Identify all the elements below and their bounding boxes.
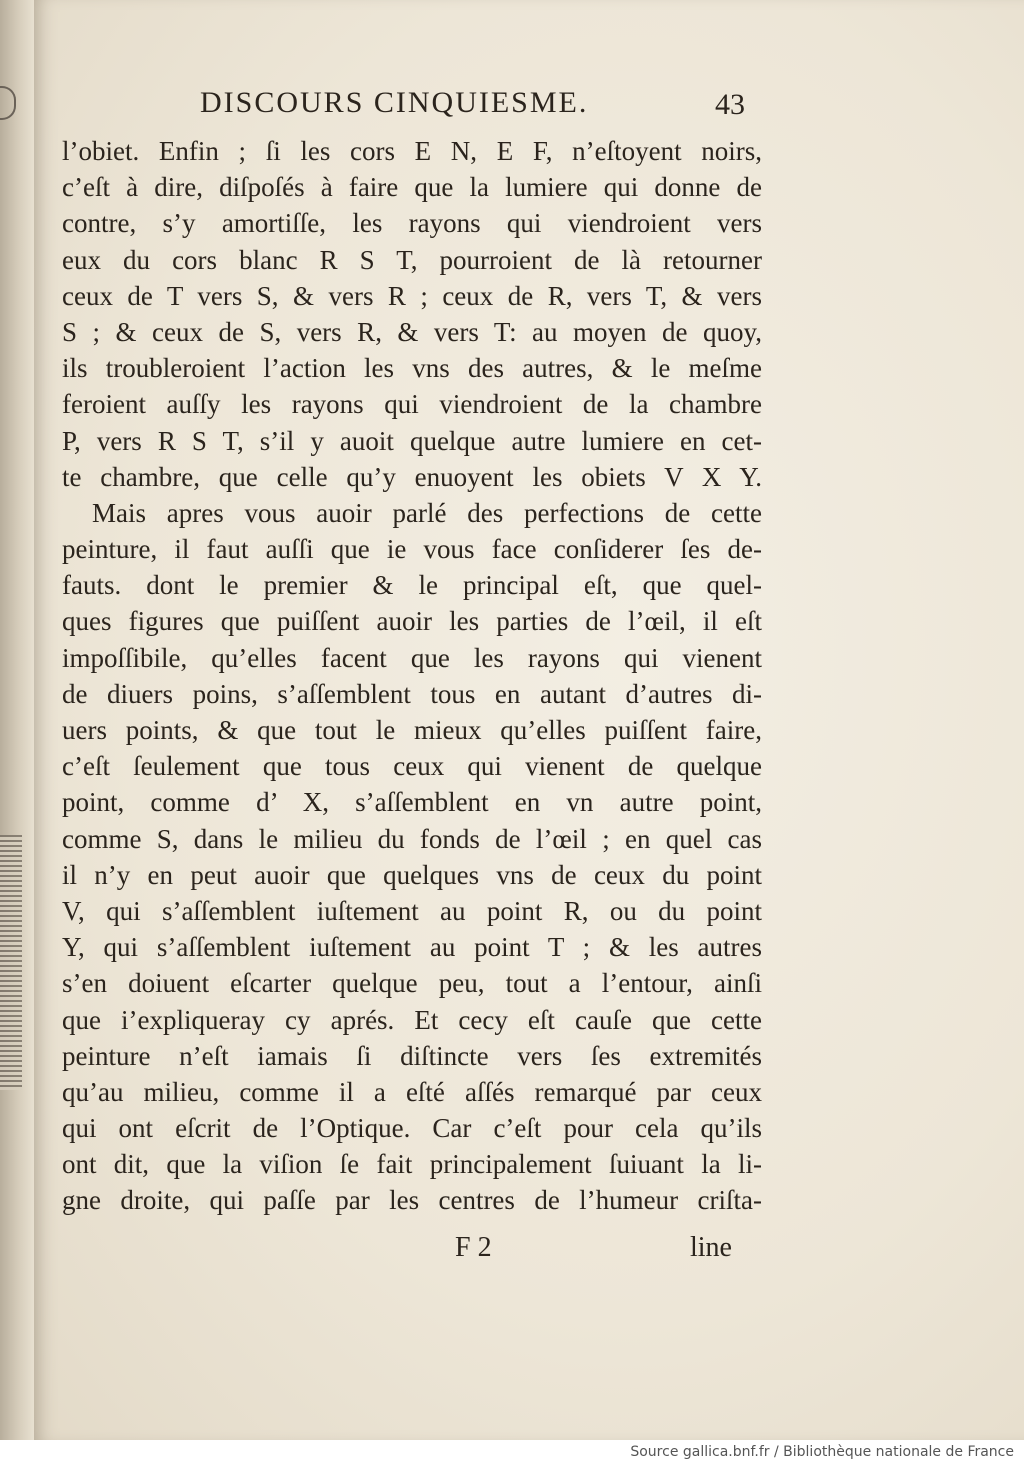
text-line: V, qui s’aſſemblent iuſtement au point R, ou du point xyxy=(62,895,762,926)
gathering-signature: F 2 xyxy=(455,1232,492,1263)
text-line: ceux de T vers S, & vers R ; ceux de R, vers T, & vers xyxy=(62,280,762,311)
text-line: impoſſibile, qu’elles facent que les rayons qui vienent xyxy=(62,642,762,673)
text-line: Mais apres vous auoir parlé des perfections de cette xyxy=(92,497,762,528)
text-line: qui ont eſcrit de l’Optique. Car c’eſt pour cela qu’ils xyxy=(62,1113,762,1144)
text-line: ont dit, que la viſion ſe fait principalement ſuiuant la li- xyxy=(62,1149,762,1180)
text-line: point, comme d’ X, s’aſſemblent en vn autre point, xyxy=(62,787,762,818)
binding-stitch-marks xyxy=(0,835,22,1090)
running-head: DISCOURS CINQUIESME. xyxy=(200,86,589,119)
text-line: l’obiet. Enfin ; ſi les cors E N, E F, n’eſtoyent noirs, xyxy=(62,136,762,166)
text-line: ques figures que puiſſent auoir les parties de l’œil, il eſt xyxy=(62,606,762,637)
text-line: s’en doiuent eſcarter quelque peu, tout a l’entour, ainſi xyxy=(62,968,762,999)
text-line: c’eſt à dire, diſpoſés à faire que la lumiere qui donne de xyxy=(62,172,762,203)
previous-page-edge xyxy=(0,0,34,1440)
text-line: Y, qui s’aſſemblent iuſtement au point T ; & les autres xyxy=(62,932,762,963)
page-number: 43 xyxy=(715,88,745,121)
text-line: ils troubleroient l’action les vns des autres, & le meſme xyxy=(62,353,762,384)
source-attribution: Source gallica.bnf.fr / Bibliothèque nationale de France xyxy=(630,1444,1014,1460)
text-line: il n’y en peut auoir que quelques vns de ceux du point xyxy=(62,859,762,890)
text-line: P, vers R S T, s’il y auoit quelque autre lumiere en cet- xyxy=(62,425,762,456)
text-line: gne droite, qui paſſe par les centres de l’humeur criſta- xyxy=(62,1185,762,1216)
text-line: te chambre, que celle qu’y enuoyent les obiets V X Y. xyxy=(62,461,762,492)
text-line: eux du cors blanc R S T, pourroient de là retourner xyxy=(62,244,762,275)
body-text xyxy=(62,133,762,1219)
text-line: de diuers poins, s’aſſemblent tous en autant d’autres di- xyxy=(62,678,762,709)
margin-bracket-mark xyxy=(0,86,16,120)
text-line: fauts. dont le premier & le principal eſt, que quel- xyxy=(62,570,762,601)
text-line: qu’au milieu, comme il a eſté aſſés remarqué par ceux xyxy=(62,1076,762,1107)
text-line: peinture, il faut auſſi que ie vous face conſiderer ſes de- xyxy=(62,534,762,565)
text-line: contre, s’y amortiſſe, les rayons qui viendroient vers xyxy=(62,208,762,239)
text-line: que i’expliqueray cy aprés. Et cecy eſt cauſe que cette xyxy=(62,1004,762,1035)
text-line: uers points, & que tout le mieux qu’elles puiſſent faire, xyxy=(62,715,762,745)
text-line: S ; & ceux de S, vers R, & vers T: au moyen de quoy, xyxy=(62,316,762,347)
text-line: feroient auſſy les rayons qui viendroient de la chambre xyxy=(62,389,762,420)
catchword: line xyxy=(690,1232,732,1263)
text-line: c’eſt ſeulement que tous ceux qui vienent de quelque xyxy=(62,751,762,782)
text-line: peinture n’eſt iamais ſi diſtincte vers ſes extremités xyxy=(62,1040,762,1071)
text-line: comme S, dans le milieu du fonds de l’œil ; en quel cas xyxy=(62,823,762,854)
